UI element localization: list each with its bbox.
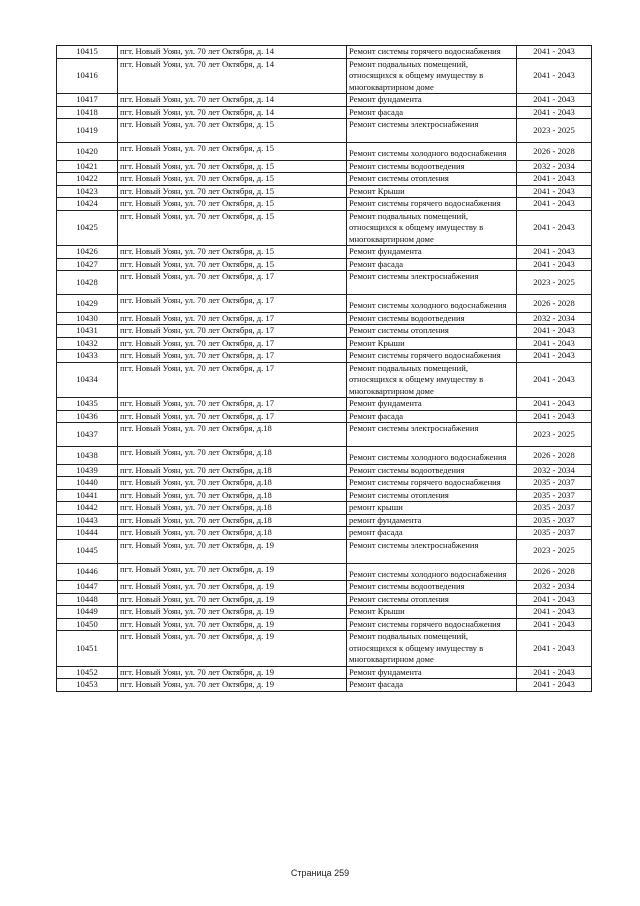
table-row xyxy=(57,477,592,490)
row-number: 10421 xyxy=(57,160,118,173)
row-address: пгт. Новый Уоян, ул. 70 лет Октября, д. 19 xyxy=(118,581,347,594)
row-work-type: Ремонт фундамента xyxy=(347,246,517,259)
row-number: 10419 xyxy=(57,119,118,143)
row-work-type: Ремонт системы горячего водоснабжения xyxy=(347,198,517,211)
row-period: 2041 - 2043 xyxy=(517,606,592,619)
row-period: 2041 - 2043 xyxy=(517,666,592,679)
row-number: 10433 xyxy=(57,350,118,363)
row-address: пгт. Новый Уоян, ул. 70 лет Октября, д. 15 xyxy=(118,198,347,211)
row-number: 10438 xyxy=(57,447,118,465)
row-number: 10416 xyxy=(57,58,118,94)
row-number: 10450 xyxy=(57,618,118,631)
page-number: Страница 259 xyxy=(290,868,350,878)
row-work-type: Ремонт подвальных помещений, относящихся к общему имуществу в многоквартирном доме xyxy=(347,631,517,667)
row-period: 2041 - 2043 xyxy=(517,410,592,423)
row-address: пгт. Новый Уоян, ул. 70 лет Октября, д.18 xyxy=(118,477,347,490)
row-period: 2041 - 2043 xyxy=(517,106,592,119)
row-period: 2041 - 2043 xyxy=(517,362,592,398)
row-number: 10418 xyxy=(57,106,118,119)
row-number: 10432 xyxy=(57,337,118,350)
row-work-type: ремонт фундамента xyxy=(347,514,517,527)
row-work-type: Ремонт системы водоотведения xyxy=(347,160,517,173)
row-period: 2041 - 2043 xyxy=(517,210,592,246)
table-row xyxy=(57,198,592,211)
table-row xyxy=(57,271,592,295)
row-address: пгт. Новый Уоян, ул. 70 лет Октября, д. 19 xyxy=(118,539,347,563)
table-row xyxy=(57,527,592,540)
row-number: 10436 xyxy=(57,410,118,423)
row-address: пгт. Новый Уоян, ул. 70 лет Октября, д. 14 xyxy=(118,106,347,119)
row-number: 10448 xyxy=(57,593,118,606)
row-work-type: Ремонт системы отопления xyxy=(347,593,517,606)
table-row xyxy=(57,606,592,619)
row-number: 10424 xyxy=(57,198,118,211)
row-address: пгт. Новый Уоян, ул. 70 лет Октября, д. 15 xyxy=(118,210,347,246)
row-address: пгт. Новый Уоян, ул. 70 лет Октября, д. 19 xyxy=(118,618,347,631)
row-address: пгт. Новый Уоян, ул. 70 лет Октября, д. 15 xyxy=(118,246,347,259)
row-period: 2041 - 2043 xyxy=(517,173,592,186)
row-address: пгт. Новый Уоян, ул. 70 лет Октября, д. 17 xyxy=(118,410,347,423)
table-row xyxy=(57,119,592,143)
row-number: 10428 xyxy=(57,271,118,295)
row-period: 2032 - 2034 xyxy=(517,160,592,173)
row-number: 10447 xyxy=(57,581,118,594)
row-address: пгт. Новый Уоян, ул. 70 лет Октября, д. 15 xyxy=(118,160,347,173)
row-address: пгт. Новый Уоян, ул. 70 лет Октября, д. 19 xyxy=(118,606,347,619)
table-row xyxy=(57,173,592,186)
row-work-type: Ремонт системы отопления xyxy=(347,489,517,502)
row-number: 10446 xyxy=(57,563,118,581)
row-period: 2041 - 2043 xyxy=(517,58,592,94)
row-work-type: Ремонт фасада xyxy=(347,106,517,119)
row-address: пгт. Новый Уоян, ул. 70 лет Октября, д. 15 xyxy=(118,185,347,198)
table-row xyxy=(57,563,592,581)
capital-repair-table xyxy=(56,45,592,692)
row-work-type: Ремонт фундамента xyxy=(347,94,517,107)
row-period: 2032 - 2034 xyxy=(517,464,592,477)
row-number: 10442 xyxy=(57,502,118,515)
row-number: 10415 xyxy=(57,46,118,59)
row-period: 2026 - 2028 xyxy=(517,447,592,465)
row-work-type: Ремонт системы электроснабжения xyxy=(347,423,517,447)
row-address: пгт. Новый Уоян, ул. 70 лет Октября, д.18 xyxy=(118,514,347,527)
row-address: пгт. Новый Уоян, ул. 70 лет Октября, д. 14 xyxy=(118,46,347,59)
row-period: 2023 - 2025 xyxy=(517,271,592,295)
row-number: 10441 xyxy=(57,489,118,502)
row-work-type: Ремонт системы холодного водоснабжения xyxy=(347,295,517,313)
row-number: 10452 xyxy=(57,666,118,679)
row-address: пгт. Новый Уоян, ул. 70 лет Октября, д.18 xyxy=(118,423,347,447)
row-work-type: Ремонт системы горячего водоснабжения xyxy=(347,477,517,490)
table-row xyxy=(57,539,592,563)
row-work-type: Ремонт фасада xyxy=(347,679,517,692)
table-row xyxy=(57,581,592,594)
row-period: 2041 - 2043 xyxy=(517,246,592,259)
row-number: 10435 xyxy=(57,398,118,411)
row-number: 10425 xyxy=(57,210,118,246)
row-number: 10434 xyxy=(57,362,118,398)
row-address: пгт. Новый Уоян, ул. 70 лет Октября, д.18 xyxy=(118,464,347,477)
row-number: 10431 xyxy=(57,325,118,338)
row-work-type: Ремонт системы холодного водоснабжения xyxy=(347,447,517,465)
row-period: 2035 - 2037 xyxy=(517,514,592,527)
row-address: пгт. Новый Уоян, ул. 70 лет Октября, д. 14 xyxy=(118,58,347,94)
row-work-type: Ремонт системы электроснабжения xyxy=(347,119,517,143)
row-work-type: Ремонт фундамента xyxy=(347,398,517,411)
row-work-type: Ремонт системы отопления xyxy=(347,325,517,338)
row-period: 2041 - 2043 xyxy=(517,337,592,350)
row-work-type: Ремонт фасада xyxy=(347,410,517,423)
row-number: 10444 xyxy=(57,527,118,540)
table-row xyxy=(57,246,592,259)
table-body xyxy=(57,46,592,692)
row-period: 2035 - 2037 xyxy=(517,527,592,540)
table-row xyxy=(57,423,592,447)
row-work-type: Ремонт Крыши xyxy=(347,606,517,619)
table-row xyxy=(57,160,592,173)
row-work-type: Ремонт системы отопления xyxy=(347,173,517,186)
table-row xyxy=(57,312,592,325)
row-work-type: Ремонт подвальных помещений, относящихся к общему имуществу в многоквартирном доме xyxy=(347,210,517,246)
table-row xyxy=(57,337,592,350)
row-period: 2035 - 2037 xyxy=(517,489,592,502)
table-row xyxy=(57,398,592,411)
row-number: 10426 xyxy=(57,246,118,259)
row-work-type: Ремонт Крыши xyxy=(347,337,517,350)
table-row xyxy=(57,210,592,246)
row-address: пгт. Новый Уоян, ул. 70 лет Октября, д.18 xyxy=(118,527,347,540)
row-number: 10423 xyxy=(57,185,118,198)
row-number: 10420 xyxy=(57,143,118,161)
row-number: 10439 xyxy=(57,464,118,477)
row-address: пгт. Новый Уоян, ул. 70 лет Октября, д. 19 xyxy=(118,679,347,692)
table-row xyxy=(57,666,592,679)
row-period: 2041 - 2043 xyxy=(517,94,592,107)
row-period: 2041 - 2043 xyxy=(517,46,592,59)
row-address: пгт. Новый Уоян, ул. 70 лет Октября, д. 15 xyxy=(118,258,347,271)
row-work-type: Ремонт подвальных помещений, относящихся к общему имуществу в многоквартирном доме xyxy=(347,58,517,94)
row-address: пгт. Новый Уоян, ул. 70 лет Октября, д. 15 xyxy=(118,143,347,161)
row-number: 10429 xyxy=(57,295,118,313)
table-row xyxy=(57,618,592,631)
document-table-container xyxy=(56,45,591,692)
row-address: пгт. Новый Уоян, ул. 70 лет Октября, д. 14 xyxy=(118,94,347,107)
row-address: пгт. Новый Уоян, ул. 70 лет Октября, д. 17 xyxy=(118,362,347,398)
row-work-type: ремонт фасада xyxy=(347,527,517,540)
row-number: 10440 xyxy=(57,477,118,490)
row-number: 10427 xyxy=(57,258,118,271)
row-work-type: Ремонт системы горячего водоснабжения xyxy=(347,618,517,631)
row-period: 2035 - 2037 xyxy=(517,477,592,490)
row-period: 2041 - 2043 xyxy=(517,258,592,271)
row-number: 10430 xyxy=(57,312,118,325)
table-row xyxy=(57,350,592,363)
table-row xyxy=(57,185,592,198)
row-work-type: Ремонт системы горячего водоснабжения xyxy=(347,46,517,59)
table-row xyxy=(57,514,592,527)
row-address: пгт. Новый Уоян, ул. 70 лет Октября, д.18 xyxy=(118,489,347,502)
row-address: пгт. Новый Уоян, ул. 70 лет Октября, д. 17 xyxy=(118,350,347,363)
row-work-type: Ремонт фундамента xyxy=(347,666,517,679)
table-row xyxy=(57,631,592,667)
table-row xyxy=(57,464,592,477)
table-row xyxy=(57,362,592,398)
table-row xyxy=(57,58,592,94)
table-row xyxy=(57,143,592,161)
row-number: 10443 xyxy=(57,514,118,527)
table-row xyxy=(57,46,592,59)
row-address: пгт. Новый Уоян, ул. 70 лет Октября, д. 17 xyxy=(118,271,347,295)
row-address: пгт. Новый Уоян, ул. 70 лет Октября, д. 19 xyxy=(118,631,347,667)
row-work-type: Ремонт системы водоотведения xyxy=(347,312,517,325)
row-number: 10437 xyxy=(57,423,118,447)
row-address: пгт. Новый Уоян, ул. 70 лет Октября, д.18 xyxy=(118,447,347,465)
row-period: 2041 - 2043 xyxy=(517,185,592,198)
row-work-type: Ремонт системы холодного водоснабжения xyxy=(347,143,517,161)
table-row xyxy=(57,679,592,692)
row-period: 2032 - 2034 xyxy=(517,312,592,325)
row-number: 10449 xyxy=(57,606,118,619)
row-period: 2041 - 2043 xyxy=(517,398,592,411)
table-row xyxy=(57,106,592,119)
row-period: 2041 - 2043 xyxy=(517,350,592,363)
table-row xyxy=(57,489,592,502)
table-row xyxy=(57,94,592,107)
row-address: пгт. Новый Уоян, ул. 70 лет Октября, д. 17 xyxy=(118,295,347,313)
table-row xyxy=(57,410,592,423)
row-number: 10445 xyxy=(57,539,118,563)
row-address: пгт. Новый Уоян, ул. 70 лет Октября, д. 17 xyxy=(118,325,347,338)
row-address: пгт. Новый Уоян, ул. 70 лет Октября, д. 17 xyxy=(118,312,347,325)
table-row xyxy=(57,258,592,271)
row-work-type: Ремонт системы водоотведения xyxy=(347,464,517,477)
row-work-type: Ремонт системы электроснабжения xyxy=(347,271,517,295)
row-address: пгт. Новый Уоян, ул. 70 лет Октября, д. 19 xyxy=(118,593,347,606)
row-period: 2026 - 2028 xyxy=(517,143,592,161)
row-address: пгт. Новый Уоян, ул. 70 лет Октября, д. 17 xyxy=(118,398,347,411)
row-address: пгт. Новый Уоян, ул. 70 лет Октября, д. 15 xyxy=(118,173,347,186)
table-row xyxy=(57,325,592,338)
row-work-type: Ремонт системы холодного водоснабжения xyxy=(347,563,517,581)
table-row xyxy=(57,447,592,465)
row-work-type: Ремонт Крыши xyxy=(347,185,517,198)
row-period: 2026 - 2028 xyxy=(517,563,592,581)
row-work-type: Ремонт подвальных помещений, относящихся к общему имуществу в многоквартирном доме xyxy=(347,362,517,398)
row-period: 2023 - 2025 xyxy=(517,423,592,447)
row-number: 10422 xyxy=(57,173,118,186)
row-period: 2041 - 2043 xyxy=(517,593,592,606)
row-number: 10451 xyxy=(57,631,118,667)
row-work-type: ремонт крыши xyxy=(347,502,517,515)
row-number: 10417 xyxy=(57,94,118,107)
row-address: пгт. Новый Уоян, ул. 70 лет Октября, д. 15 xyxy=(118,119,347,143)
row-period: 2041 - 2043 xyxy=(517,325,592,338)
row-period: 2023 - 2025 xyxy=(517,119,592,143)
row-work-type: Ремонт фасада xyxy=(347,258,517,271)
table-row xyxy=(57,502,592,515)
row-period: 2041 - 2043 xyxy=(517,198,592,211)
row-period: 2026 - 2028 xyxy=(517,295,592,313)
table-row xyxy=(57,295,592,313)
row-period: 2041 - 2043 xyxy=(517,631,592,667)
row-work-type: Ремонт системы горячего водоснабжения xyxy=(347,350,517,363)
table-row xyxy=(57,593,592,606)
row-work-type: Ремонт системы электроснабжения xyxy=(347,539,517,563)
row-address: пгт. Новый Уоян, ул. 70 лет Октября, д. 19 xyxy=(118,666,347,679)
row-period: 2041 - 2043 xyxy=(517,618,592,631)
row-address: пгт. Новый Уоян, ул. 70 лет Октября, д.18 xyxy=(118,502,347,515)
row-work-type: Ремонт системы водоотведения xyxy=(347,581,517,594)
row-period: 2041 - 2043 xyxy=(517,679,592,692)
row-address: пгт. Новый Уоян, ул. 70 лет Октября, д. 19 xyxy=(118,563,347,581)
row-address: пгт. Новый Уоян, ул. 70 лет Октября, д. 17 xyxy=(118,337,347,350)
row-period: 2035 - 2037 xyxy=(517,502,592,515)
row-number: 10453 xyxy=(57,679,118,692)
row-period: 2032 - 2034 xyxy=(517,581,592,594)
row-period: 2023 - 2025 xyxy=(517,539,592,563)
